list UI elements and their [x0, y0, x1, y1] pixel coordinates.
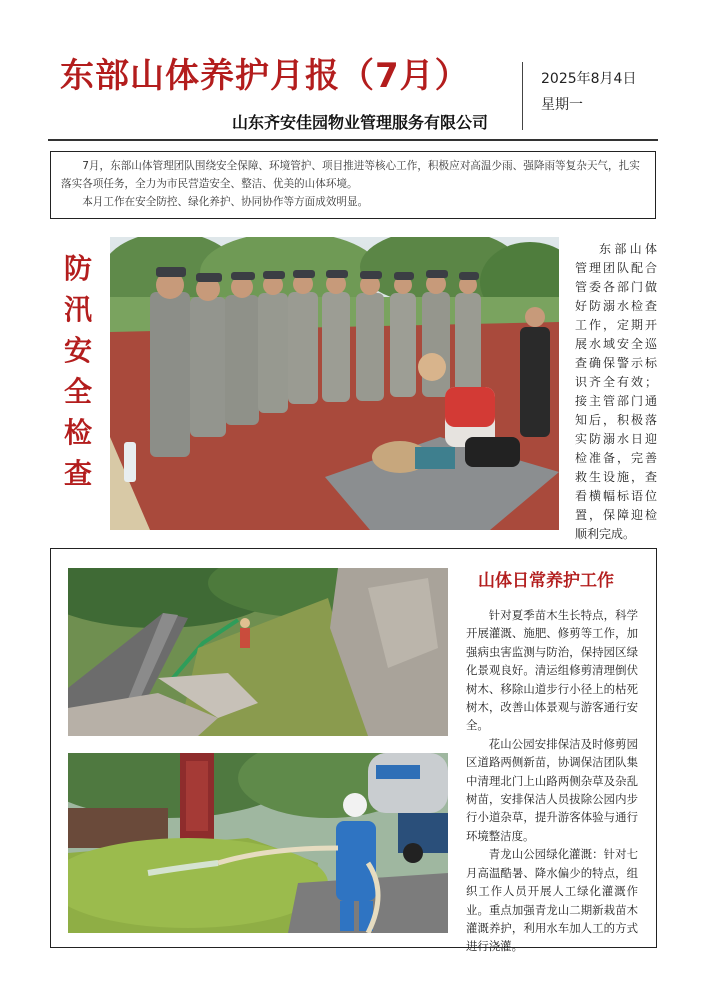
section1-body: 东部山体管理团队配合管委各部门做好防溺水检查工作，定期开展水域安全巡查确保警示标识齐全有效；接主管部门通知后，积极落实防溺水日迎检准备，完善救生设施，查看横幅标语位置，保障迎检顺利完成。: [575, 242, 657, 541]
report-date: 2025年8月4日: [541, 71, 637, 87]
hillside-trimming-photo: [68, 568, 448, 736]
intro-box: [50, 151, 656, 219]
section2-title: 山体日常养护工作: [478, 571, 614, 591]
page-title: 东部山体养护月报（7月）: [60, 56, 470, 96]
intro-paragraph: 7月，东部山体管理团队围绕安全保障、环境管护、项目推进等核心工作，积极应对高温少雨、强降雨等复杂天气，扎实落实各项任务，全力为市民营造安全、整洁、优美的山体环境。: [61, 160, 640, 190]
intro-paragraph: 本月工作在安全防控、绿化养护、协同协作等方面成效明显。: [82, 196, 369, 208]
header-rule: [48, 139, 658, 141]
section2-paragraph: 针对夏季苗木生长特点，科学开展灌溉、施肥、修剪等工作，加强病虫害监测与防治，保持园区绿化景观良好。清运组修剪清理倒伏树木、移除山道步行小径上的枯死树木，改善山体景观与游客通行安全。: [466, 608, 638, 733]
header-divider: [522, 62, 523, 130]
section2-body: [466, 606, 638, 956]
section2-paragraph: 青龙山公园绿化灌溉：针对七月高温酷暑、降水偏少的特点，组织工作人员开展人工绿化灌溉作业。重点加强青龙山二期新栽苗木灌溉养护，利用水车加人工的方式进行浇灌。: [466, 847, 638, 954]
watering-photo: [68, 753, 448, 933]
report-weekday: 星期一: [541, 97, 583, 113]
section1-title: 防 汛 安 全 检 查: [63, 252, 92, 490]
drill-photo: [110, 237, 559, 530]
section2-paragraph: 花山公园安排保洁及时修剪园区道路两侧新苗，协调保洁团队集中清理北门上山路两侧杂草及杂乱树苗，安排保洁人员拔除公园内步行小道杂草，提升游客体验与通行环境整洁度。: [466, 736, 638, 843]
company-name: 山东齐安佳园物业管理服务有限公司: [232, 113, 489, 132]
